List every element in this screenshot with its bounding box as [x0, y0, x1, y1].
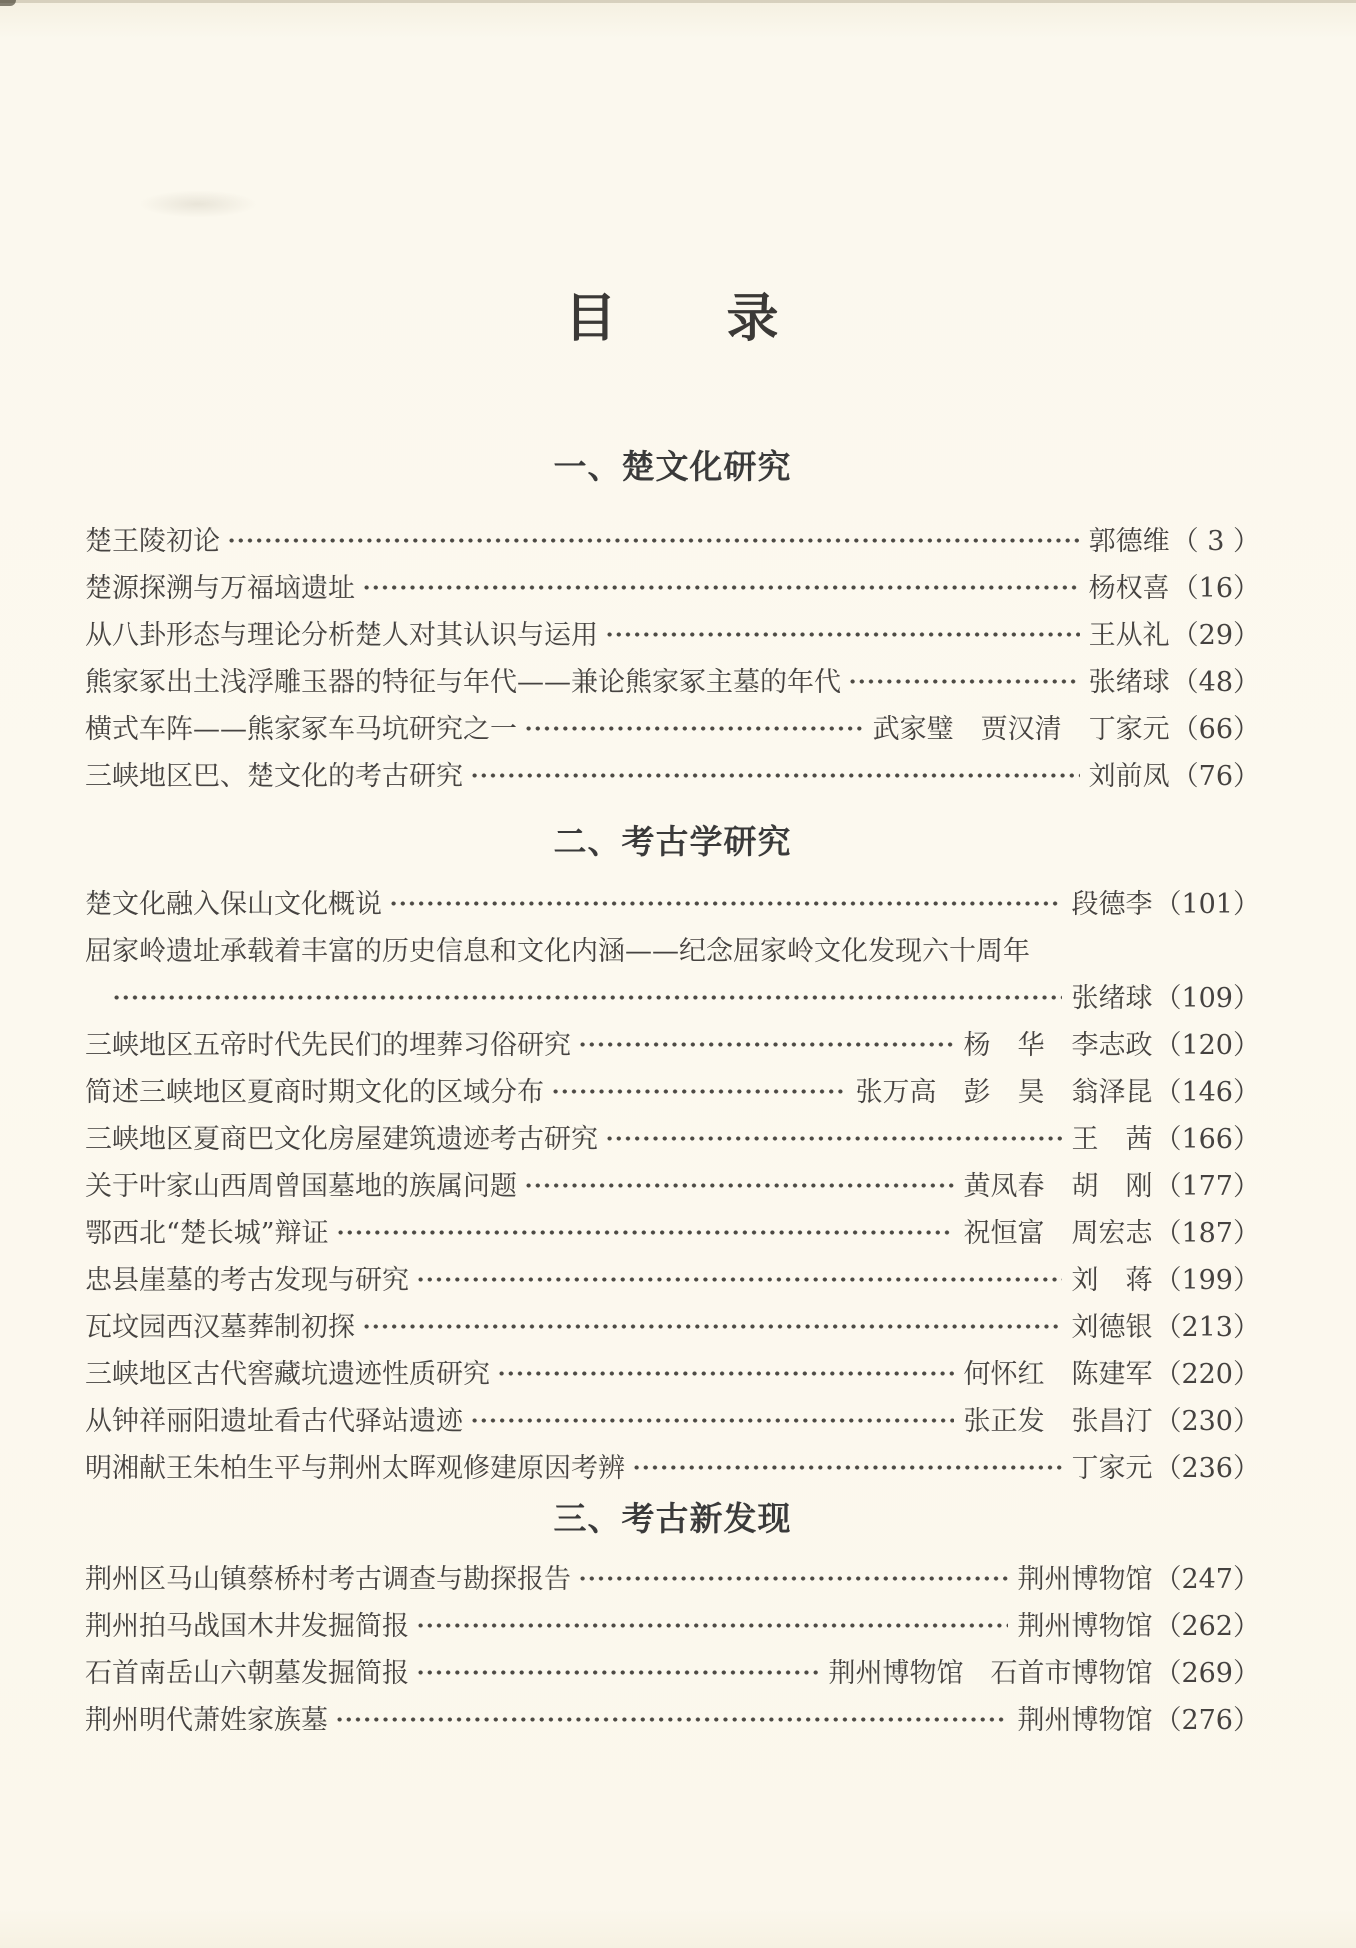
dot-leader [497, 1348, 954, 1395]
dot-leader [470, 750, 1080, 797]
entry-page: （101） [1154, 889, 1260, 920]
entry-page: （48） [1171, 667, 1260, 698]
entry-title: 熊家冢出土浅浮雕玉器的特征与年代——兼论熊家冢主墓的年代 [85, 667, 841, 698]
toc-entry [85, 656, 1260, 703]
section-heading-chu-culture: 一、楚文化研究 [553, 447, 792, 486]
entry-page: （146） [1154, 1077, 1260, 1108]
entry-title: 横式车阵——熊家冢车马坑研究之一 [85, 714, 517, 745]
entry-title: 关于叶家山西周曾国墓地的族属问题 [85, 1171, 517, 1202]
toc-entry [85, 1442, 1260, 1489]
toc-entry [85, 1395, 1260, 1442]
entry-authors: 刘前凤 [1088, 761, 1170, 792]
entry-title: 楚王陵初论 [85, 526, 220, 557]
toc-entry [85, 515, 1260, 562]
dot-leader [112, 972, 1062, 1019]
entry-authors: 郭德维 [1088, 526, 1170, 557]
entry-authors: 丁家元 [1071, 1453, 1153, 1484]
entry-title: 瓦坟园西汉墓葬制初探 [85, 1312, 355, 1343]
toc-entry [85, 703, 1260, 750]
dot-leader [632, 1442, 1062, 1489]
entry-page: （220） [1154, 1359, 1260, 1390]
dot-leader [605, 609, 1080, 656]
toc-entry [85, 1553, 1260, 1600]
page-title: 目 录 [564, 288, 781, 349]
dot-leader [362, 562, 1080, 609]
entry-title: 从钟祥丽阳遗址看古代驿站遗迹 [85, 1406, 463, 1437]
entry-authors: 刘 蒋 [1071, 1265, 1153, 1296]
dot-leader [470, 1395, 954, 1442]
toc-entry [85, 1113, 1260, 1160]
entry-title: 从八卦形态与理论分析楚人对其认识与运用 [85, 620, 598, 651]
entry-title: 三峡地区古代窖藏坑遗迹性质研究 [85, 1359, 490, 1390]
entry-title: 三峡地区夏商巴文化房屋建筑遗迹考古研究 [85, 1124, 598, 1155]
entry-page: （199） [1154, 1265, 1260, 1296]
entry-page: （66） [1171, 714, 1260, 745]
toc-entry [85, 1160, 1260, 1207]
toc-entry [85, 1207, 1260, 1254]
entry-authors: 荆州博物馆 [1017, 1705, 1153, 1736]
toc-entry [85, 562, 1260, 609]
dot-leader [578, 1019, 954, 1066]
entry-page: （230） [1154, 1406, 1260, 1437]
section-heading-archaeology-research: 二、考古学研究 [553, 822, 792, 861]
entry-title: 三峡地区五帝时代先民们的埋葬习俗研究 [85, 1030, 571, 1061]
toc-page-content [85, 0, 1260, 1741]
entry-page: （76） [1171, 761, 1260, 792]
entry-page: （187） [1154, 1218, 1260, 1249]
entry-title: 楚文化融入保山文化概说 [85, 889, 382, 920]
entry-title: 石首南岳山六朝墓发掘简报 [85, 1658, 409, 1689]
toc-entry [85, 1647, 1260, 1694]
entry-title: 荆州区马山镇蔡桥村考古调查与勘探报告 [85, 1564, 571, 1595]
toc-entry [85, 1019, 1260, 1066]
entry-page: （269） [1154, 1658, 1260, 1689]
toc-entry [85, 1694, 1260, 1741]
dot-leader [416, 1254, 1062, 1301]
dot-leader [416, 1600, 1008, 1647]
entry-authors: 张绪球 [1088, 667, 1170, 698]
toc-entry [85, 1254, 1260, 1301]
dot-leader [336, 1207, 955, 1254]
entry-authors: 张绪球 [1071, 983, 1153, 1014]
toc-entry [85, 750, 1260, 797]
entry-title: 屈家岭遗址承载着丰富的历史信息和文化内涵——纪念屈家岭文化发现六十周年 [85, 936, 1030, 967]
entry-page: （120） [1154, 1030, 1260, 1061]
entry-authors: 王 茜 [1071, 1124, 1153, 1155]
toc-section-2 [85, 878, 1260, 1489]
dot-leader [524, 1160, 954, 1207]
entry-authors: 武家璧 贾汉清 丁家元 [872, 714, 1170, 745]
toc-entry-title-line [85, 925, 1260, 972]
entry-authors: 荆州博物馆 [1017, 1611, 1153, 1642]
entry-page: （236） [1154, 1453, 1260, 1484]
entry-page: （276） [1154, 1705, 1260, 1736]
toc-section-3 [85, 1553, 1260, 1741]
dot-leader [551, 1066, 846, 1113]
toc-entry [85, 1301, 1260, 1348]
entry-page: （213） [1154, 1312, 1260, 1343]
toc-entry [85, 1600, 1260, 1647]
entry-page: （166） [1154, 1124, 1260, 1155]
entry-authors: 张正发 张昌汀 [963, 1406, 1153, 1437]
dot-leader [227, 515, 1080, 562]
entry-page: （177） [1154, 1171, 1260, 1202]
entry-authors: 荆州博物馆 石首市博物馆 [828, 1658, 1153, 1689]
entry-page: （16） [1171, 573, 1260, 604]
dot-leader [848, 656, 1080, 703]
entry-title: 鄂西北“楚长城”辩证 [85, 1218, 329, 1249]
dot-leader [524, 703, 864, 750]
toc-entry [85, 609, 1260, 656]
entry-authors: 黄凤春 胡 刚 [963, 1171, 1153, 1202]
entry-title: 荆州明代萧姓家族墓 [85, 1705, 328, 1736]
entry-page: （262） [1154, 1611, 1260, 1642]
entry-authors: 王从礼 [1088, 620, 1170, 651]
entry-authors: 杨权喜 [1088, 573, 1170, 604]
entry-authors: 杨 华 李志政 [963, 1030, 1153, 1061]
entry-page: （109） [1154, 983, 1260, 1014]
dot-leader [578, 1553, 1008, 1600]
entry-authors: 祝恒富 周宏志 [963, 1218, 1153, 1249]
dot-leader [335, 1694, 1008, 1741]
entry-authors: 何怀红 陈建军 [963, 1359, 1153, 1390]
toc-entry [85, 878, 1260, 925]
entry-page: （247） [1154, 1564, 1260, 1595]
section-heading-new-discoveries: 三、考古新发现 [553, 1499, 792, 1538]
toc-entry-continuation-line [85, 972, 1260, 1019]
toc-entry [85, 1348, 1260, 1395]
entry-authors: 段德李 [1071, 889, 1153, 920]
toc-entry [85, 1066, 1260, 1113]
entry-page: （ 3 ） [1171, 526, 1260, 557]
entry-title: 三峡地区巴、楚文化的考古研究 [85, 761, 463, 792]
entry-title: 忠县崖墓的考古发现与研究 [85, 1265, 409, 1296]
dot-leader [416, 1647, 819, 1694]
dot-leader [362, 1301, 1062, 1348]
entry-authors: 刘德银 [1071, 1312, 1153, 1343]
entry-title: 荆州拍马战国木井发掘简报 [85, 1611, 409, 1642]
entry-title: 明湘献王朱柏生平与荆州太晖观修建原因考辨 [85, 1453, 625, 1484]
dot-leader [389, 878, 1062, 925]
scan-corner-artifact [0, 0, 16, 6]
dot-leader [605, 1113, 1062, 1160]
toc-section-1 [85, 515, 1260, 797]
entry-page: （29） [1171, 620, 1260, 651]
entry-title: 简述三峡地区夏商时期文化的区域分布 [85, 1077, 544, 1108]
entry-authors: 荆州博物馆 [1017, 1564, 1153, 1595]
entry-authors: 张万高 彭 昊 翁泽昆 [855, 1077, 1153, 1108]
entry-title: 楚源探溯与万福垴遗址 [85, 573, 355, 604]
